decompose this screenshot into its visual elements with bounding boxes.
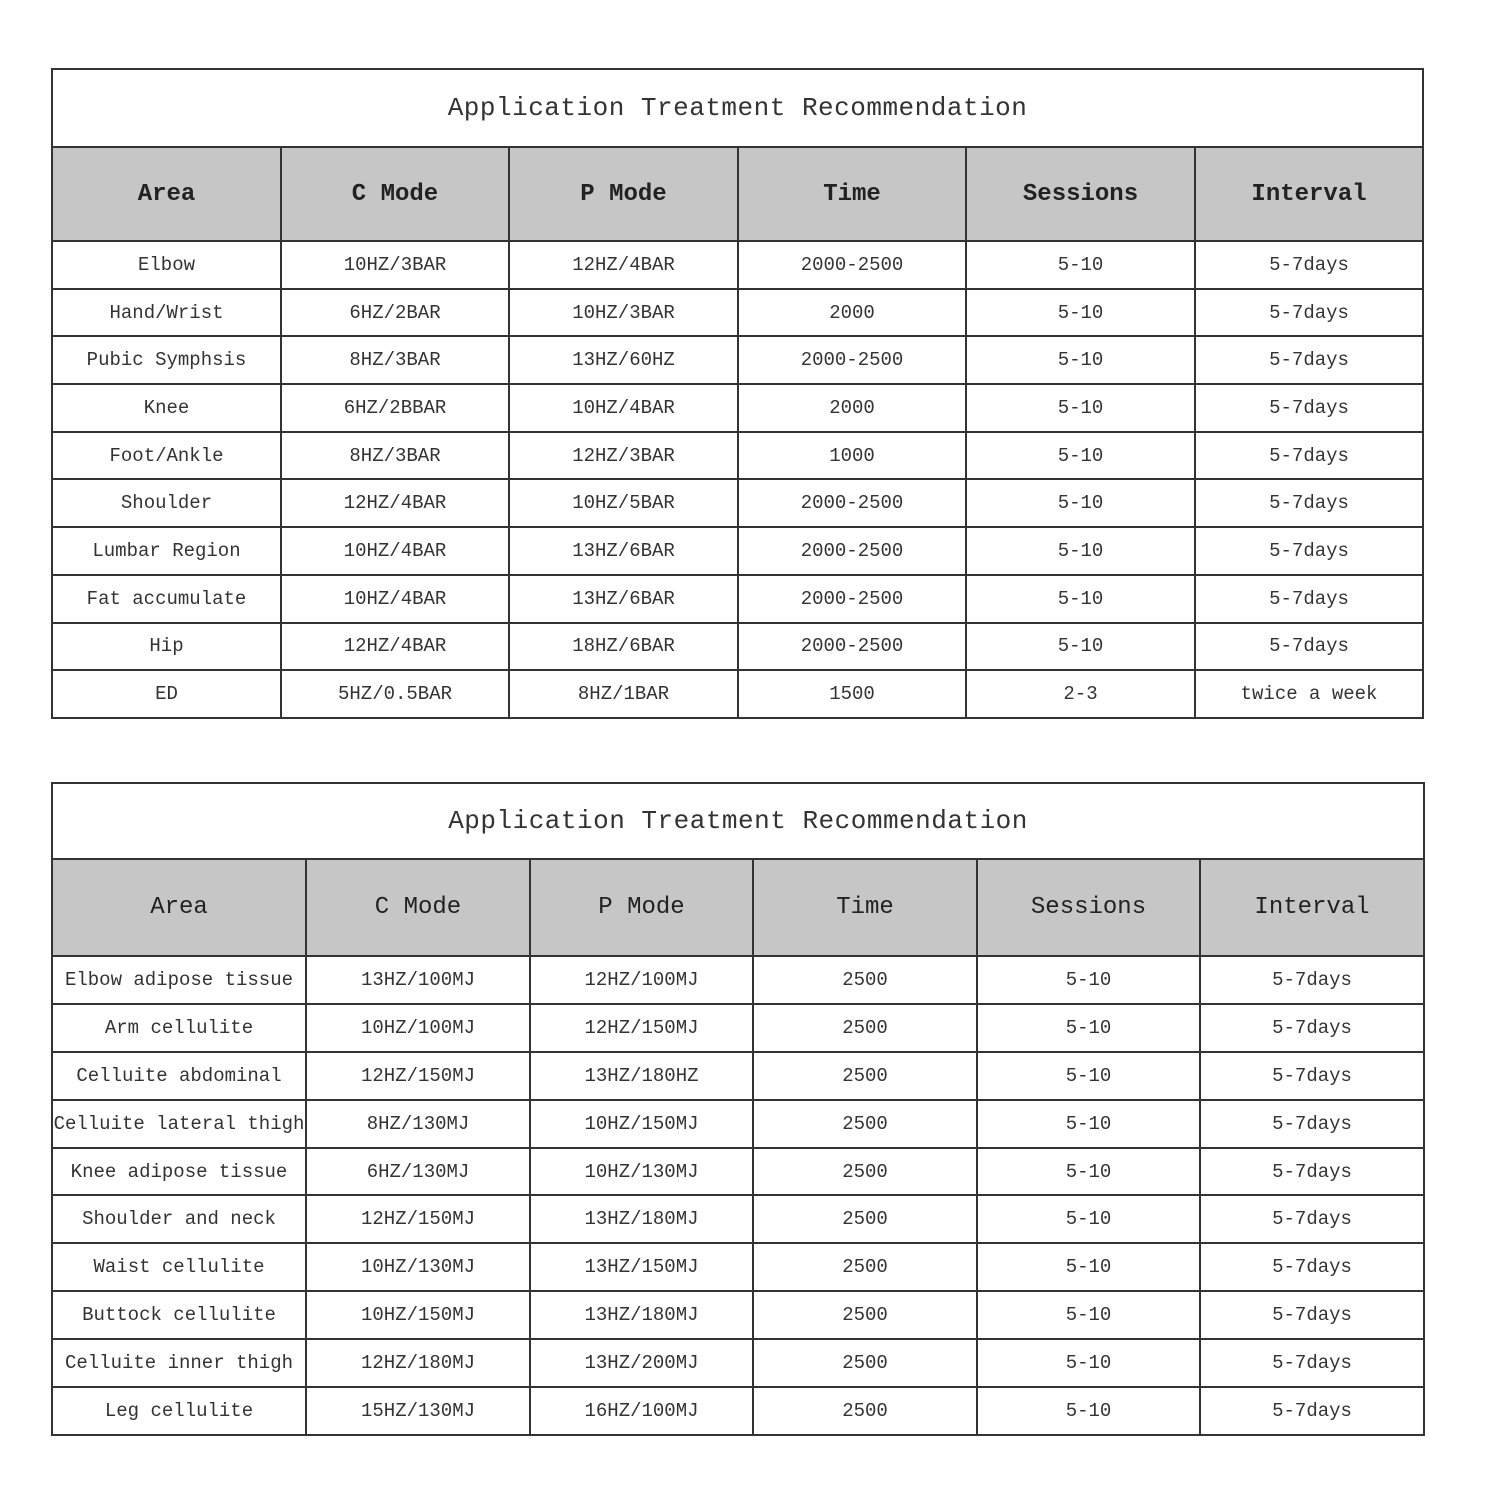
cell-c-mode: 6HZ/2BBAR	[281, 384, 509, 432]
cell-area: Arm cellulite	[52, 1004, 306, 1052]
cell-area: Buttock cellulite	[52, 1291, 306, 1339]
column-header-sessions: Sessions	[977, 859, 1200, 956]
cell-area: Lumbar Region	[52, 527, 281, 575]
cell-time: 2500	[753, 1148, 977, 1196]
cell-interval: 5-7days	[1200, 1195, 1424, 1243]
table-row	[52, 1148, 1424, 1196]
cell-sessions: 5-10	[966, 527, 1195, 575]
table-row	[52, 1339, 1424, 1387]
cell-area: Knee adipose tissue	[52, 1148, 306, 1196]
cell-time: 2500	[753, 1100, 977, 1148]
cell-time: 2500	[753, 1243, 977, 1291]
cell-time: 2500	[753, 1339, 977, 1387]
table-row	[52, 432, 1423, 480]
cell-c-mode: 12HZ/4BAR	[281, 623, 509, 671]
cell-p-mode: 12HZ/3BAR	[509, 432, 738, 480]
cell-area: Elbow adipose tissue	[52, 956, 306, 1004]
cell-c-mode: 10HZ/100MJ	[306, 1004, 530, 1052]
cell-area: Knee	[52, 384, 281, 432]
cell-p-mode: 12HZ/100MJ	[530, 956, 753, 1004]
column-header-time: Time	[753, 859, 977, 956]
cell-c-mode: 10HZ/150MJ	[306, 1291, 530, 1339]
cell-interval: 5-7days	[1195, 479, 1423, 527]
cell-sessions: 5-10	[977, 1195, 1200, 1243]
cell-p-mode: 13HZ/180MJ	[530, 1291, 753, 1339]
cell-interval: 5-7days	[1195, 289, 1423, 337]
cell-p-mode: 10HZ/150MJ	[530, 1100, 753, 1148]
cell-interval: 5-7days	[1200, 1339, 1424, 1387]
cell-interval: 5-7days	[1200, 956, 1424, 1004]
column-header-interval: Interval	[1195, 147, 1423, 241]
cell-sessions: 5-10	[966, 623, 1195, 671]
table-row	[52, 527, 1423, 575]
table-row	[52, 241, 1423, 289]
table-row	[52, 1195, 1424, 1243]
cell-p-mode: 12HZ/150MJ	[530, 1004, 753, 1052]
column-header-p-mode: P Mode	[530, 859, 753, 956]
table-row	[52, 1100, 1424, 1148]
cell-area: Fat accumulate	[52, 575, 281, 623]
cell-c-mode: 12HZ/180MJ	[306, 1339, 530, 1387]
cell-interval: 5-7days	[1195, 432, 1423, 480]
cell-c-mode: 8HZ/130MJ	[306, 1100, 530, 1148]
cell-time: 2000-2500	[738, 479, 966, 527]
column-header-c-mode: C Mode	[306, 859, 530, 956]
header-row	[52, 859, 1424, 956]
cell-sessions: 5-10	[966, 479, 1195, 527]
cell-sessions: 5-10	[977, 1052, 1200, 1100]
cell-p-mode: 13HZ/6BAR	[509, 527, 738, 575]
table-row	[52, 1387, 1424, 1435]
cell-sessions: 5-10	[977, 1291, 1200, 1339]
cell-time: 2000	[738, 289, 966, 337]
cell-p-mode: 18HZ/6BAR	[509, 623, 738, 671]
cell-area: Shoulder and neck	[52, 1195, 306, 1243]
cell-time: 2500	[753, 1387, 977, 1435]
cell-sessions: 5-10	[977, 1100, 1200, 1148]
cell-c-mode: 10HZ/3BAR	[281, 241, 509, 289]
cell-interval: 5-7days	[1200, 1004, 1424, 1052]
cell-c-mode: 10HZ/4BAR	[281, 575, 509, 623]
cell-sessions: 5-10	[977, 1004, 1200, 1052]
cell-time: 2000-2500	[738, 336, 966, 384]
column-header-area: Area	[52, 147, 281, 241]
cell-time: 2500	[753, 1004, 977, 1052]
table-row	[52, 384, 1423, 432]
cell-c-mode: 10HZ/130MJ	[306, 1243, 530, 1291]
cell-interval: 5-7days	[1200, 1148, 1424, 1196]
cell-time: 2000-2500	[738, 527, 966, 575]
cell-area: ED	[52, 670, 281, 718]
cell-area: Hand/Wrist	[52, 289, 281, 337]
column-header-area: Area	[52, 859, 306, 956]
cell-c-mode: 10HZ/4BAR	[281, 527, 509, 575]
cell-sessions: 5-10	[966, 384, 1195, 432]
table-body	[52, 956, 1424, 1435]
table-row	[52, 479, 1423, 527]
table-row	[52, 956, 1424, 1004]
cell-area: Shoulder	[52, 479, 281, 527]
cell-p-mode: 10HZ/4BAR	[509, 384, 738, 432]
cell-sessions: 5-10	[966, 336, 1195, 384]
column-header-c-mode: C Mode	[281, 147, 509, 241]
cell-time: 2500	[753, 1052, 977, 1100]
cell-sessions: 5-10	[966, 241, 1195, 289]
cell-interval: 5-7days	[1195, 575, 1423, 623]
cell-p-mode: 13HZ/60HZ	[509, 336, 738, 384]
cell-c-mode: 12HZ/150MJ	[306, 1052, 530, 1100]
cell-p-mode: 16HZ/100MJ	[530, 1387, 753, 1435]
cell-time: 2500	[753, 1195, 977, 1243]
cell-sessions: 5-10	[977, 1243, 1200, 1291]
cell-interval: 5-7days	[1195, 241, 1423, 289]
table-body	[52, 241, 1423, 718]
column-header-sessions: Sessions	[966, 147, 1195, 241]
cell-area: Pubic Symphsis	[52, 336, 281, 384]
cell-c-mode: 8HZ/3BAR	[281, 336, 509, 384]
cell-sessions: 5-10	[977, 956, 1200, 1004]
cell-interval: 5-7days	[1200, 1100, 1424, 1148]
table-row	[52, 575, 1423, 623]
cell-c-mode: 13HZ/100MJ	[306, 956, 530, 1004]
column-header-interval: Interval	[1200, 859, 1424, 956]
cell-c-mode: 8HZ/3BAR	[281, 432, 509, 480]
cell-p-mode: 13HZ/6BAR	[509, 575, 738, 623]
column-header-p-mode: P Mode	[509, 147, 738, 241]
cell-time: 2500	[753, 956, 977, 1004]
cell-interval: twice a week	[1195, 670, 1423, 718]
cell-sessions: 5-10	[966, 575, 1195, 623]
cell-interval: 5-7days	[1200, 1052, 1424, 1100]
table-title: Application Treatment Recommendation	[52, 783, 1424, 859]
cell-area: Waist cellulite	[52, 1243, 306, 1291]
cell-p-mode: 8HZ/1BAR	[509, 670, 738, 718]
cell-c-mode: 6HZ/2BAR	[281, 289, 509, 337]
cell-c-mode: 12HZ/4BAR	[281, 479, 509, 527]
table-title: Application Treatment Recommendation	[52, 69, 1423, 147]
cell-area: Leg cellulite	[52, 1387, 306, 1435]
cell-p-mode: 10HZ/5BAR	[509, 479, 738, 527]
cell-time: 2500	[753, 1291, 977, 1339]
cell-sessions: 5-10	[966, 289, 1195, 337]
cell-interval: 5-7days	[1200, 1243, 1424, 1291]
cell-interval: 5-7days	[1200, 1387, 1424, 1435]
cell-c-mode: 6HZ/130MJ	[306, 1148, 530, 1196]
cell-sessions: 5-10	[977, 1387, 1200, 1435]
cell-c-mode: 15HZ/130MJ	[306, 1387, 530, 1435]
cell-time: 1500	[738, 670, 966, 718]
cell-p-mode: 13HZ/200MJ	[530, 1339, 753, 1387]
cell-area: Hip	[52, 623, 281, 671]
cell-c-mode: 12HZ/150MJ	[306, 1195, 530, 1243]
cell-sessions: 5-10	[966, 432, 1195, 480]
cell-time: 2000-2500	[738, 241, 966, 289]
table-row	[52, 1243, 1424, 1291]
cell-time: 2000-2500	[738, 623, 966, 671]
cell-area: Celluite inner thigh	[52, 1339, 306, 1387]
table-row	[52, 289, 1423, 337]
cell-sessions: 5-10	[977, 1339, 1200, 1387]
cell-p-mode: 13HZ/150MJ	[530, 1243, 753, 1291]
treatment-table-1	[51, 68, 1424, 719]
cell-interval: 5-7days	[1200, 1291, 1424, 1339]
cell-interval: 5-7days	[1195, 336, 1423, 384]
cell-p-mode: 12HZ/4BAR	[509, 241, 738, 289]
cell-interval: 5-7days	[1195, 623, 1423, 671]
cell-c-mode: 5HZ/0.5BAR	[281, 670, 509, 718]
treatment-table-2	[51, 782, 1425, 1436]
table-row	[52, 1052, 1424, 1100]
cell-p-mode: 10HZ/130MJ	[530, 1148, 753, 1196]
cell-area: Celluite abdominal	[52, 1052, 306, 1100]
table-row	[52, 623, 1423, 671]
cell-time: 2000-2500	[738, 575, 966, 623]
cell-time: 1000	[738, 432, 966, 480]
cell-area: Elbow	[52, 241, 281, 289]
cell-p-mode: 13HZ/180MJ	[530, 1195, 753, 1243]
cell-interval: 5-7days	[1195, 384, 1423, 432]
cell-time: 2000	[738, 384, 966, 432]
table-row	[52, 336, 1423, 384]
cell-sessions: 5-10	[977, 1148, 1200, 1196]
table-row	[52, 1291, 1424, 1339]
table-row	[52, 670, 1423, 718]
header-row	[52, 147, 1423, 241]
table-row	[52, 1004, 1424, 1052]
column-header-time: Time	[738, 147, 966, 241]
cell-p-mode: 10HZ/3BAR	[509, 289, 738, 337]
cell-sessions: 2-3	[966, 670, 1195, 718]
cell-interval: 5-7days	[1195, 527, 1423, 575]
cell-area: Foot/Ankle	[52, 432, 281, 480]
cell-area: Celluite lateral thigh	[52, 1100, 306, 1148]
cell-p-mode: 13HZ/180HZ	[530, 1052, 753, 1100]
